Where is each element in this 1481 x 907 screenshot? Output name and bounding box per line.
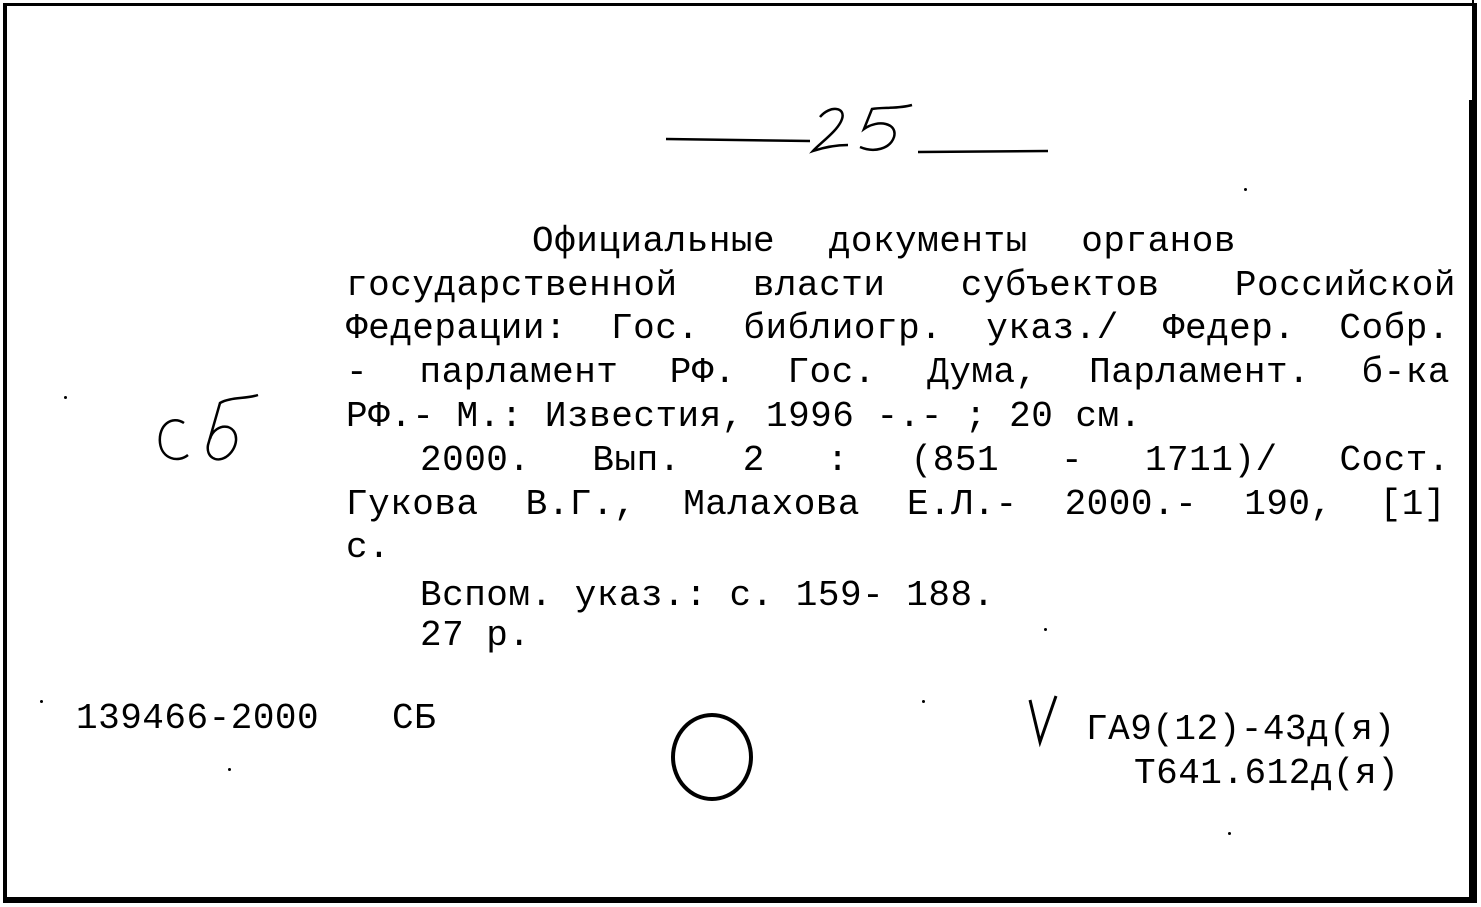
text-word: Официальные [532,221,776,262]
text-word: органов [1081,221,1236,262]
scan-speck [1244,188,1247,191]
circle-stamp [671,713,753,801]
description-line-5: РФ.- М.: Известия, 1996 -.- ; 20 см. [346,396,1142,437]
text-word: Российской [1234,265,1456,306]
handwritten-mark-sb [150,385,270,475]
department-code: СБ [392,698,437,739]
text-word: документы [828,221,1028,262]
issue-line-1 [420,440,1450,481]
issue-line-3: с. [346,527,391,568]
text-word: Федер. [1162,308,1296,349]
classification-code-1: ГА9(12)-43д(я) [1086,709,1396,750]
card-edge [1472,0,1474,100]
text-word: : [826,440,849,481]
text-word: Гукова [346,484,479,525]
text-word: 2 [742,440,765,481]
scan-speck [1044,628,1047,631]
text-word: Малахова [683,484,861,525]
text-word: Гос. [787,352,876,393]
text-word: Гос. [611,308,700,349]
check-mark-icon [1026,694,1062,748]
text-word: Дума, [927,352,1038,393]
text-word: Парламент. [1089,352,1311,393]
text-word: - [346,352,369,393]
inventory-number: 139466-2000 [76,698,320,739]
text-word: Сост. [1339,440,1450,481]
text-word: 2000. [420,440,531,481]
description-line-1 [532,221,1236,262]
description-line-4 [346,352,1450,393]
text-word: - [1060,440,1084,481]
text-word: (851 [910,440,1000,481]
text-word: библиогр. [743,308,943,349]
text-word: государственной [346,265,678,306]
scan-speck [64,396,67,399]
text-word: Собр. [1339,308,1450,349]
scan-speck [40,700,43,703]
text-word: Федерации: [346,308,568,349]
text-word: В.Г., [525,484,637,525]
text-word: парламент [419,352,619,393]
text-word: 190, [1244,484,1333,525]
text-word: б-ка [1361,352,1450,393]
scan-speck [922,700,925,703]
page-number-handwritten [660,95,1060,165]
description-line-3 [346,308,1450,349]
card-edge-shadow [1469,100,1476,900]
text-word: власти [752,265,886,306]
issue-line-2 [346,484,1446,525]
text-word: 1711)/ [1144,440,1278,481]
text-word: Е.Л.- [907,484,1018,525]
scan-speck [1228,832,1231,835]
text-word: РФ. [669,352,737,393]
index-note: Вспом. указ.: с. 159- 188. [420,575,995,616]
text-word: [1] [1379,484,1446,525]
text-word: 2000.- [1064,484,1198,525]
description-line-2 [346,265,1456,306]
text-word: указ./ [986,308,1119,349]
text-word: Вып. [592,440,681,481]
price: 27 р. [420,615,531,656]
scan-speck [228,768,231,771]
text-word: субъектов [960,265,1160,306]
classification-code-2: Т641.612д(я) [1134,753,1400,794]
